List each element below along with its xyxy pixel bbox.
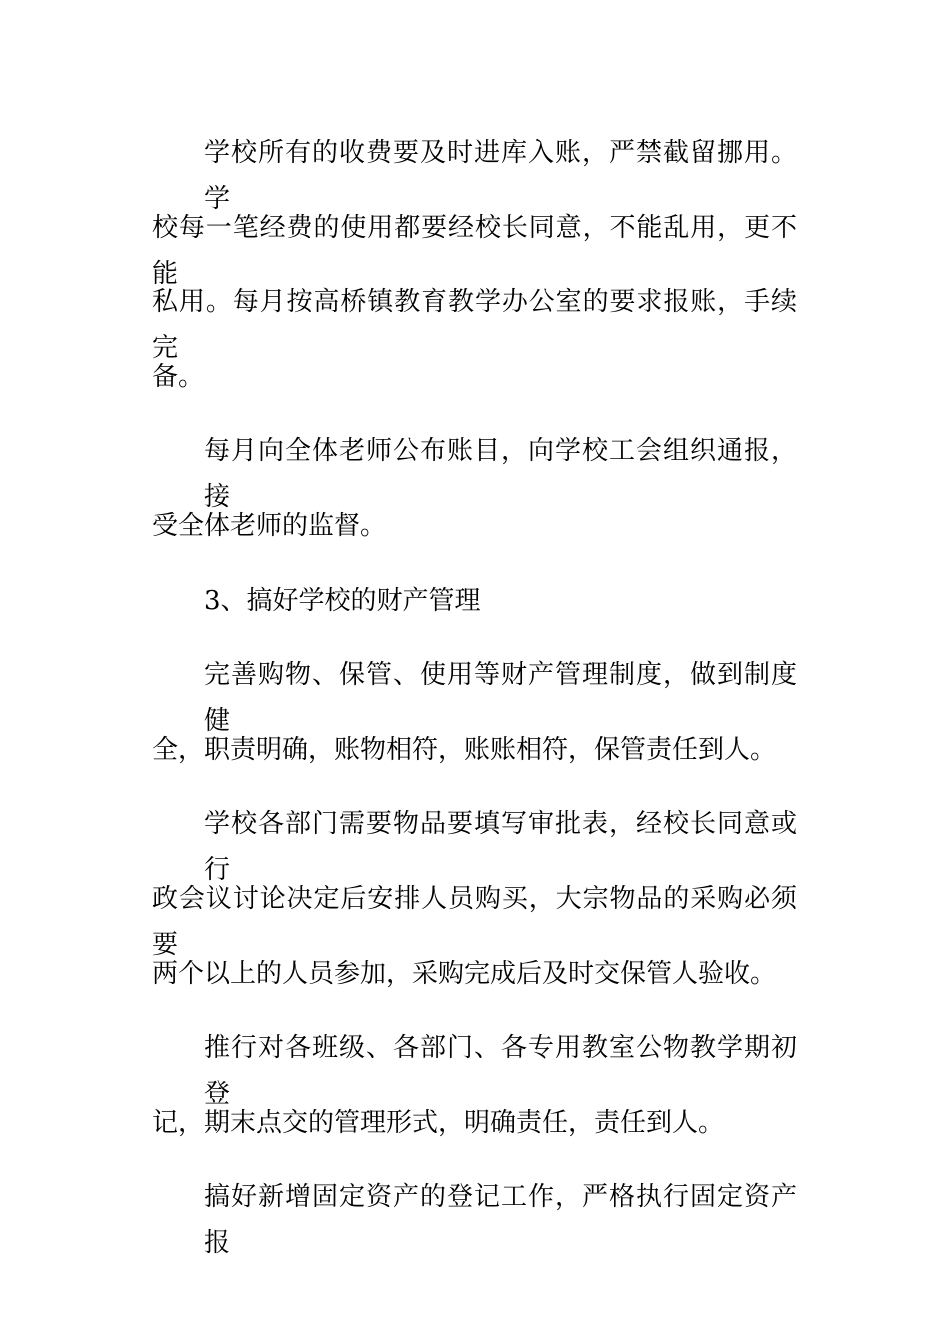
paragraph-line: 搞好新增固定资产的登记工作，严格执行固定资产报 bbox=[204, 1182, 797, 1259]
paragraph-line: 记，期末点交的管理形式，明确责任，责任到人。 bbox=[152, 1107, 725, 1138]
paragraph-line: 两个以上的人员参加，采购完成后及时交保管人验收。 bbox=[152, 958, 777, 989]
section-heading: 3、搞好学校的财产管理 bbox=[204, 585, 481, 616]
paragraph-line: 受全体老师的监督。 bbox=[152, 510, 387, 541]
paragraph-line: 备。 bbox=[152, 361, 205, 392]
paragraph-line: 每月向全体老师公布账目，向学校工会组织通报，接 bbox=[204, 436, 797, 513]
body-text bbox=[152, 130, 797, 1259]
paragraph-line: 推行对各班级、各部门、各专用教室公物教学期初登 bbox=[204, 1033, 797, 1110]
paragraph-line: 学校各部门需要物品要填写审批表，经校长同意或行 bbox=[204, 809, 797, 886]
paragraph-line: 学校所有的收费要及时进库入账，严禁截留挪用。学 bbox=[204, 138, 797, 214]
paragraph-line: 校每一笔经费的使用都要经校长同意，不能乱用，更不能 bbox=[152, 212, 797, 289]
paragraph-line: 完善购物、保管、使用等财产管理制度，做到制度健 bbox=[204, 660, 797, 737]
paragraph-line: 私用。每月按高桥镇教育教学办公室的要求报账，手续完 bbox=[152, 287, 797, 364]
paragraph-line: 全，职责明确，账物相符，账账相符，保管责任到人。 bbox=[152, 734, 777, 765]
paragraph-line: 政会议讨论决定后安排人员购买，大宗物品的采购必须要 bbox=[152, 883, 797, 960]
